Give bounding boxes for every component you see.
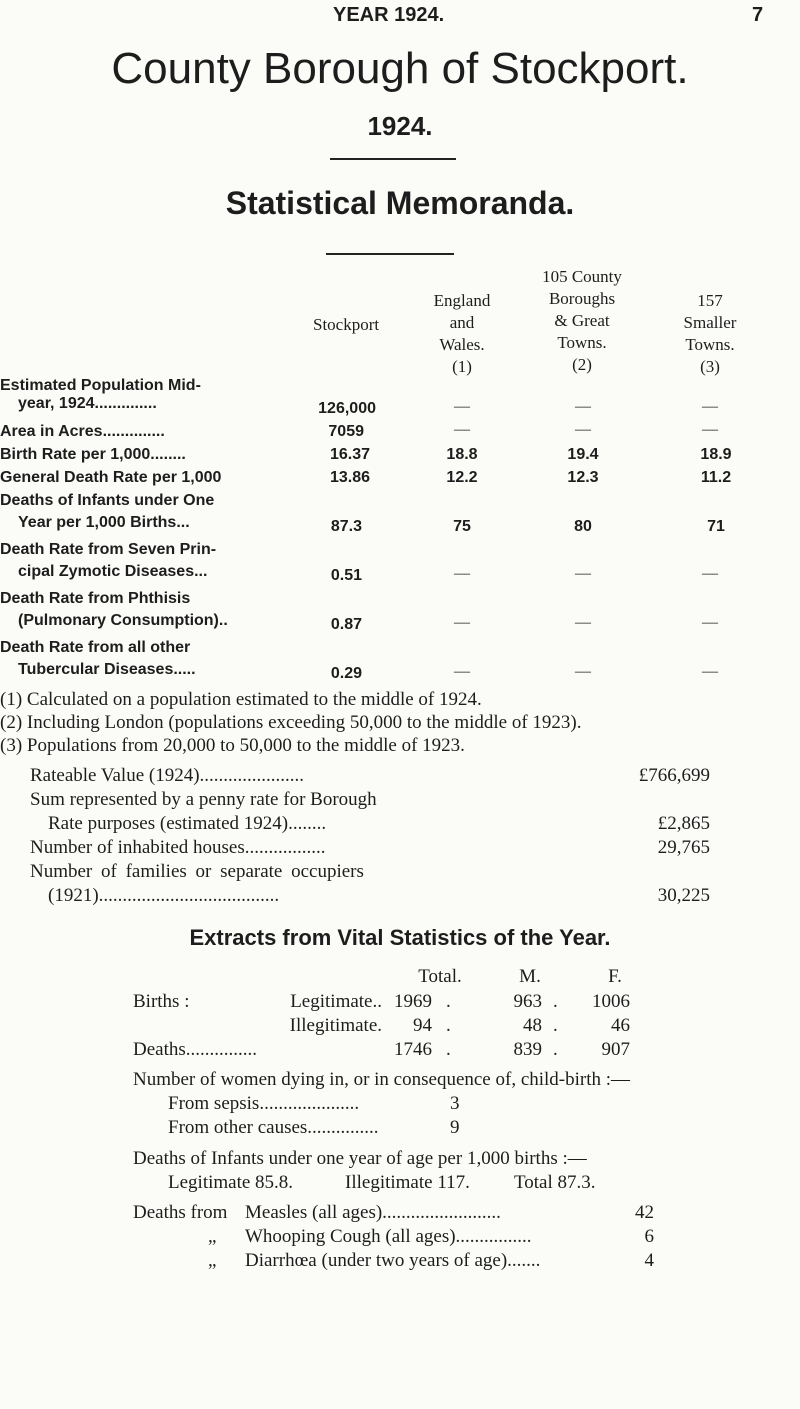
vital-total: 1969 bbox=[394, 991, 432, 1012]
vital-sep: . bbox=[446, 991, 451, 1012]
row-label-death-rate: General Death Rate per 1,000 bbox=[0, 469, 222, 486]
rateable-value: £766,699 bbox=[638, 765, 710, 786]
cell-stockport: 7059 bbox=[328, 423, 364, 440]
cell-county: — bbox=[575, 398, 591, 415]
title-year: 1924. bbox=[367, 111, 433, 141]
cell-stockport: 0.51 bbox=[330, 567, 362, 584]
footnote-3: (3) Populations from 20,000 to 50,000 to the middle of 1923. bbox=[0, 735, 465, 756]
vital-f: 1006 bbox=[592, 991, 630, 1012]
disease-measles-label: Measles (all ages)......................... bbox=[245, 1202, 501, 1223]
vital-title: Extracts from Vital Statistics of the Year. bbox=[189, 925, 611, 950]
vital-header-total: Total. bbox=[418, 966, 462, 987]
cell-stockport: 126,000 bbox=[318, 400, 376, 417]
disease-measles-value: 42 bbox=[635, 1202, 654, 1223]
families-label-2: (1921)...................................... bbox=[48, 885, 280, 906]
disease-diarrhoea-label: Diarrhœa (under two years of age)....... bbox=[245, 1250, 541, 1271]
cell-stockport: 13.86 bbox=[329, 469, 370, 486]
disease-diarrhoea-value: 4 bbox=[644, 1250, 654, 1271]
cell-england: 75 bbox=[453, 518, 471, 535]
childbirth-other-value: 9 bbox=[450, 1117, 460, 1138]
table-top-rule bbox=[326, 253, 454, 255]
vital-header-m: M. bbox=[519, 966, 541, 987]
cell-england: — bbox=[454, 663, 470, 680]
row-label-area: Area in Acres.............. bbox=[0, 423, 165, 440]
cell-england: — bbox=[454, 398, 470, 415]
vital-total: 94 bbox=[413, 1015, 432, 1036]
cell-county: — bbox=[575, 565, 591, 582]
row-label-infant-deaths: Deaths of Infants under One Year per 1,000 Births... bbox=[0, 492, 215, 531]
cell-smaller: 11.2 bbox=[700, 469, 732, 486]
vital-m: 963 bbox=[513, 991, 542, 1012]
row-label-population: Estimated Population Mid- year, 1924.............. bbox=[0, 377, 201, 412]
header-county: 105 County Boroughs & Great Towns. (2) bbox=[522, 266, 642, 376]
houses-value: 29,765 bbox=[657, 837, 710, 858]
footnote-marker-2: (2) bbox=[572, 355, 592, 374]
cell-smaller: — bbox=[702, 565, 718, 582]
families-label: Number of families or separate occupiers bbox=[30, 861, 364, 882]
cell-stockport: 87.3 bbox=[330, 518, 362, 535]
footnote-marker-3: (3) bbox=[700, 357, 720, 376]
footnote-2: (2) Including London (populations exceeding 50,000 to the middle of 1923). bbox=[0, 712, 582, 733]
vital-births-prefix: Births : bbox=[133, 991, 190, 1012]
cell-stockport: 0.87 bbox=[330, 616, 362, 633]
cell-county: 12.3 bbox=[567, 469, 599, 486]
childbirth-other-label: From other causes............... bbox=[168, 1117, 379, 1138]
cell-smaller: 18.9 bbox=[700, 446, 732, 463]
cell-england: — bbox=[454, 565, 470, 582]
cell-smaller: — bbox=[702, 614, 718, 631]
cell-smaller: 71 bbox=[707, 518, 725, 535]
cell-stockport: 0.29 bbox=[330, 665, 362, 682]
families-value: 30,225 bbox=[657, 885, 710, 906]
cell-england: 18.8 bbox=[446, 446, 478, 463]
penny-rate-label: Sum represented by a penny rate for Borough bbox=[30, 789, 377, 810]
disease-whooping-label: Whooping Cough (all ages)................ bbox=[245, 1226, 532, 1247]
cell-smaller: — bbox=[702, 421, 718, 438]
infants-total: Total 87.3. bbox=[514, 1172, 596, 1193]
cell-smaller: — bbox=[702, 398, 718, 415]
row-label-birth-rate: Birth Rate per 1,000........ bbox=[0, 446, 186, 463]
row-label-zymotic: Death Rate from Seven Prin- cipal Zymotic Diseases... bbox=[0, 541, 217, 580]
footnote-1: (1) Calculated on a population estimated to the middle of 1924. bbox=[0, 689, 482, 710]
vital-header-f: F. bbox=[608, 966, 622, 987]
penny-rate-value: £2,865 bbox=[657, 813, 710, 834]
cell-stockport: 16.37 bbox=[329, 446, 370, 463]
disease-measles-prefix: Deaths from bbox=[133, 1202, 228, 1223]
row-label-tubercular: Death Rate from all other Tubercular Diseases..... bbox=[0, 639, 196, 678]
footnote-marker-1: (1) bbox=[452, 357, 472, 376]
vital-deaths-label: Deaths............... bbox=[133, 1039, 258, 1060]
vital-illegit-label: Illegitimate. bbox=[289, 1015, 382, 1036]
vital-sep: . bbox=[446, 1039, 451, 1060]
infants-intro: Deaths of Infants under one year of age per 1,000 births :— bbox=[133, 1148, 587, 1169]
cell-england: 12.2 bbox=[446, 469, 478, 486]
disease-diarrhoea-prefix: „ bbox=[208, 1250, 217, 1271]
cell-county: 80 bbox=[574, 518, 592, 535]
disease-whooping-value: 6 bbox=[644, 1226, 654, 1247]
page-number: 7 bbox=[752, 4, 764, 26]
vital-sep: . bbox=[553, 1039, 558, 1060]
cell-county: — bbox=[575, 421, 591, 438]
page-title: County Borough of Stockport. bbox=[111, 44, 689, 93]
houses-label: Number of inhabited houses................. bbox=[30, 837, 326, 858]
vital-sep: . bbox=[553, 1015, 558, 1036]
infants-illegit: Illegitimate 117. bbox=[345, 1172, 470, 1193]
title-rule bbox=[330, 158, 456, 160]
childbirth-sepsis-value: 3 bbox=[450, 1093, 460, 1114]
cell-county: 19.4 bbox=[567, 446, 599, 463]
childbirth-intro: Number of women dying in, or in consequence of, child-birth :— bbox=[133, 1069, 631, 1090]
infants-legit: Legitimate 85.8. bbox=[168, 1172, 294, 1193]
cell-england: — bbox=[454, 421, 470, 438]
vital-total: 1746 bbox=[394, 1039, 432, 1060]
header-stockport: Stockport bbox=[313, 315, 380, 334]
vital-m: 48 bbox=[523, 1015, 542, 1036]
disease-whooping-prefix: „ bbox=[208, 1226, 217, 1247]
vital-sep: . bbox=[446, 1015, 451, 1036]
running-head: YEAR 1924. bbox=[333, 4, 445, 26]
header-england: England and Wales. (1) bbox=[412, 290, 512, 378]
vital-sep: . bbox=[553, 991, 558, 1012]
row-label-phthisis: Death Rate from Phthisis (Pulmonary Consumption).. bbox=[0, 590, 228, 629]
cell-smaller: — bbox=[702, 663, 718, 680]
cell-county: — bbox=[575, 614, 591, 631]
cell-england: — bbox=[454, 614, 470, 631]
vital-f: 907 bbox=[601, 1039, 630, 1060]
penny-rate-label-2: Rate purposes (estimated 1924)........ bbox=[48, 813, 327, 834]
vital-legit-label: Legitimate.. bbox=[290, 991, 382, 1012]
section-title: Statistical Memoranda. bbox=[225, 185, 575, 221]
rateable-value-label: Rateable Value (1924)...................... bbox=[30, 765, 305, 786]
header-smaller: 157 Smaller Towns. (3) bbox=[660, 290, 760, 378]
vital-f: 46 bbox=[611, 1015, 630, 1036]
vital-m: 839 bbox=[513, 1039, 542, 1060]
cell-county: — bbox=[575, 663, 591, 680]
childbirth-sepsis-label: From sepsis..................... bbox=[168, 1093, 360, 1114]
